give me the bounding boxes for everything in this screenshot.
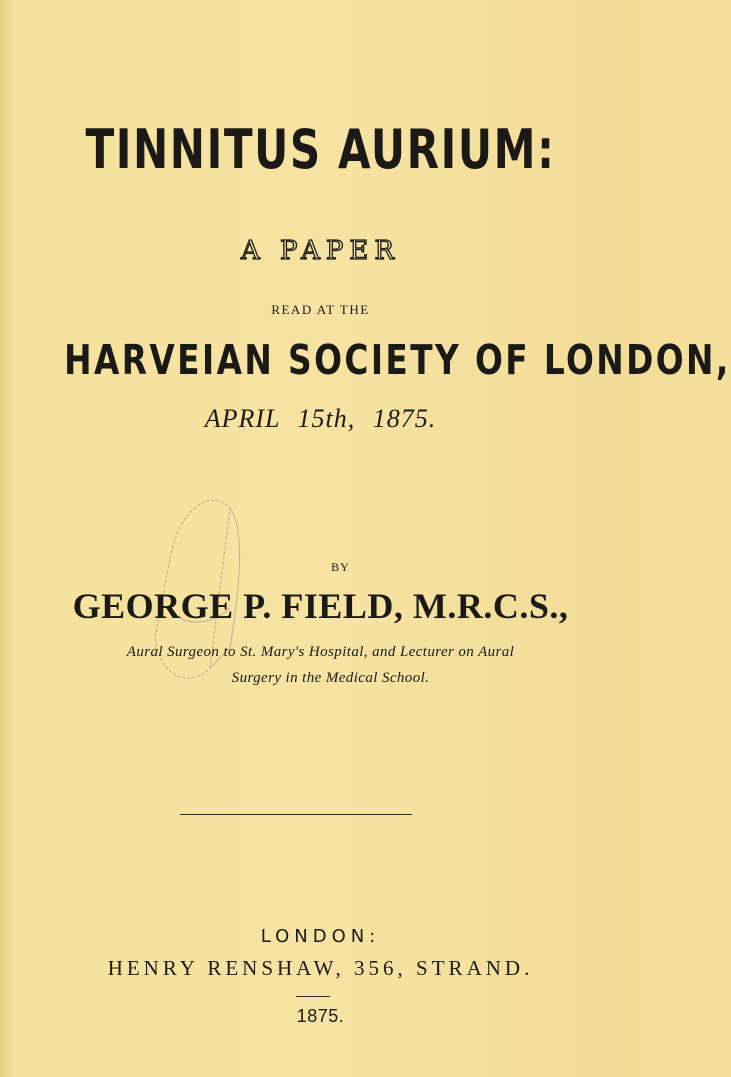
imprint-city: LONDON: — [260, 926, 381, 947]
author-name: GEORGE P. FIELD, M.R.C.S., — [72, 586, 569, 626]
presentation-date: APRIL 15th, 1875. — [204, 404, 437, 433]
author-affiliation-line1: Aural Surgeon to St. Mary's Hospital, and Lecturer on Aural — [126, 644, 515, 660]
society-name: HARVEIAN SOCIETY OF LONDON, — [64, 336, 731, 384]
imprint-year: 1875. — [296, 1006, 345, 1026]
read-at-label: READ AT THE — [271, 302, 370, 317]
divider-rule — [180, 814, 412, 815]
imprint-publisher: HENRY RENSHAW, 356, STRAND. — [107, 956, 534, 980]
author-affiliation-line2: Surgery in the Medical School. — [231, 670, 430, 686]
by-label: BY — [331, 560, 350, 574]
document-title: TINNITUS AURIUM: — [85, 118, 556, 181]
short-divider-rule — [296, 996, 330, 997]
document-subtitle: A PAPER — [241, 236, 400, 266]
